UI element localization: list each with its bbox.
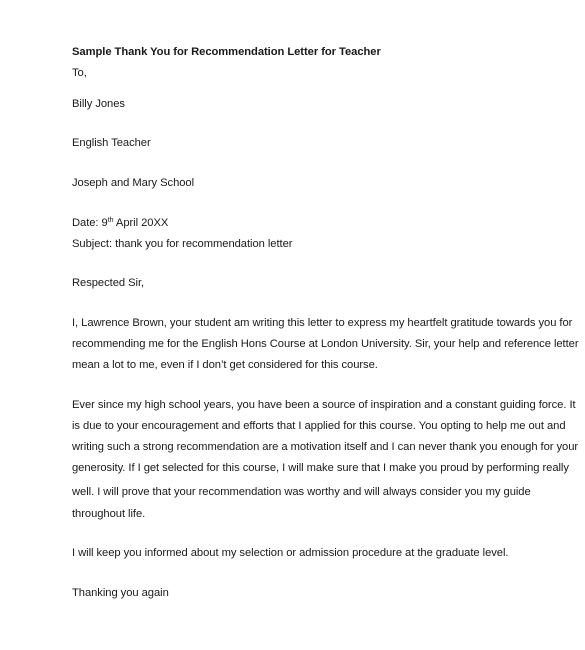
date-prefix: Date: 9 bbox=[72, 217, 108, 229]
closing: Thanking you again bbox=[72, 587, 169, 599]
recipient-name: Billy Jones bbox=[72, 98, 125, 110]
paragraph2-line-2: is due to your encouragement and efforts that I applied for this course. You opting to help me out and bbox=[72, 420, 566, 432]
paragraph3: I will keep you informed about my selection or admission procedure at the graduate level. bbox=[72, 547, 509, 559]
paragraph1-line-1: I, Lawrence Brown, your student am writing this letter to express my heartfelt gratitude towards you for bbox=[72, 317, 573, 329]
subject-line: Subject: thank you for recommendation letter bbox=[72, 238, 293, 250]
date-suffix: April 20XX bbox=[113, 217, 169, 229]
paragraph2-line-1: Ever since my high school years, you have been a source of inspiration and a constant guiding force. It bbox=[72, 399, 576, 411]
paragraph2-line-4: generosity. If I get selected for this course, I will make sure that I make you proud by performing really bbox=[72, 462, 569, 474]
date-superscript: th bbox=[107, 217, 114, 224]
to-line: To, bbox=[72, 67, 87, 79]
paragraph2-line-6: throughout life. bbox=[72, 508, 146, 520]
letter-title: Sample Thank You for Recommendation Letter for Teacher bbox=[72, 46, 381, 58]
paragraph1-line-2: recommending me for the English Hons Course at London University. Sir, your help and reference letter bbox=[72, 338, 579, 350]
date-line bbox=[72, 216, 168, 230]
paragraph2-line-3: writing such a strong recommendation are a motivation itself and I can never thank you enough for your bbox=[72, 441, 579, 453]
recipient-school: Joseph and Mary School bbox=[72, 177, 195, 189]
paragraph2-line-5: well. I will prove that your recommendation was worthy and will always consider you my guide bbox=[72, 486, 531, 498]
salutation: Respected Sir, bbox=[72, 277, 145, 289]
recipient-role: English Teacher bbox=[72, 137, 151, 149]
paragraph1-line-3: mean a lot to me, even if I don’t get considered for this course. bbox=[72, 359, 378, 371]
